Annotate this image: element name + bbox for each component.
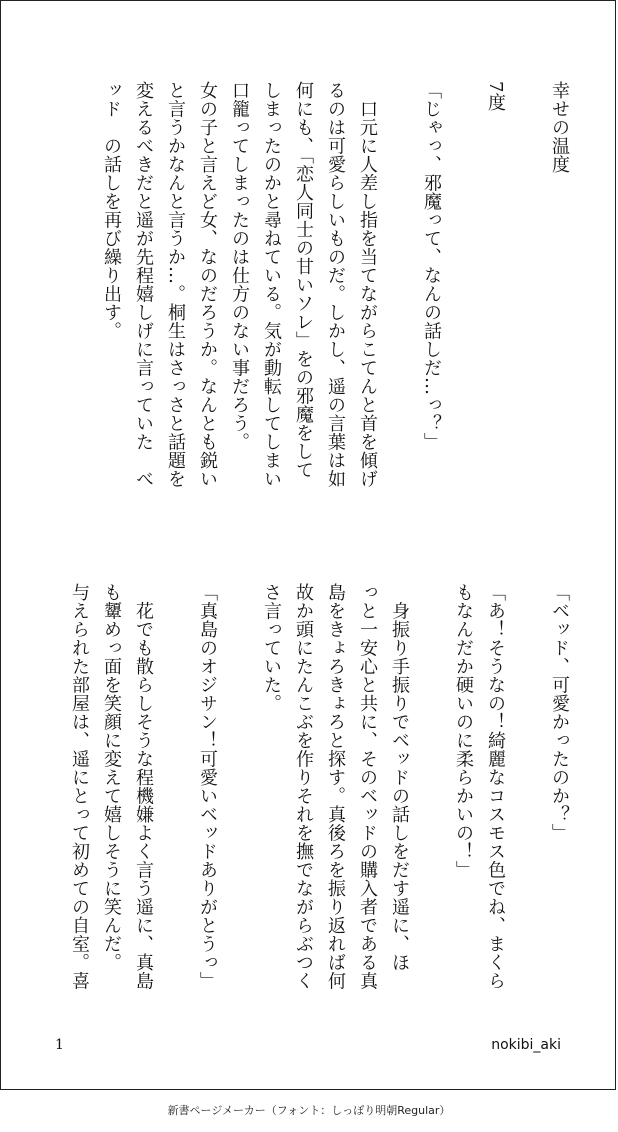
text-line: ッド の話しを再び繰り出す。	[101, 81, 122, 340]
text-line: 口籠ってしまったのは仕方のない事だろう。	[229, 81, 250, 451]
text-line: 島をきょろきょろと探す。真後ろを振り返れば何	[325, 583, 346, 990]
text-line: と言うかなんと言うか…。桐生はさっさと話題を	[165, 81, 186, 488]
text-line: しまったのかと尋ねている。気が動転してしまい	[261, 81, 282, 488]
text-line: 口元に人差し指を当てながらこてんと首を傾げ	[357, 81, 378, 488]
text-line: 何にも、「恋人同士の甘いソレ」をの邪魔をして	[293, 81, 314, 479]
text-line: 身振り手振りでベッドの話しをだす遥に、ほ	[389, 583, 410, 972]
text-line: 故か頭にたんこぶを作りそれを撫でながらぶつく	[293, 583, 314, 990]
text-line: 「あ！そうなの！綺麗なコスモス色でね、まくら	[485, 583, 506, 990]
tool-caption: 新書ページメーカー（フォント：しっぽり明朝Regular）	[167, 1104, 451, 1117]
text-line: さ言っていた。	[261, 583, 282, 713]
top-tier	[55, 81, 575, 521]
text-line: 「真島のオジサン！可愛いベッドありがとうっ」	[197, 583, 218, 990]
spacer	[415, 583, 447, 1003]
spacer	[511, 81, 543, 521]
text-line: っと一安心と共に、そのベッドの購入者である真	[357, 583, 378, 990]
spacer	[159, 583, 191, 1003]
bottom-tier	[55, 583, 575, 1003]
text-line: 花でも散らしそうな程機嫌よく言う遥に、真島	[133, 583, 154, 990]
text-line: 「じゃっ、邪魔って、なんの話しだ…っ？」	[421, 81, 442, 451]
text-line: も顰めっ面を笑顔に変えて嬉しそうに笑んだ。	[101, 583, 122, 972]
spacer	[447, 81, 479, 521]
author-name: nokibi_aki	[491, 1037, 561, 1053]
text-line: 変えるべきだと遥が先程嬉しげに言っていた べ	[133, 81, 154, 488]
story-title: 幸せの温度	[549, 81, 570, 174]
text-line: るのは可愛らしいものだ。しかし、遥の言葉は如	[325, 81, 346, 488]
spacer	[223, 583, 255, 1003]
page-number: 1	[55, 1037, 64, 1053]
text-line: 女の子と言えど女、なのだろうか。なんとも鋭い	[197, 81, 218, 488]
spacer	[511, 583, 543, 1003]
text-line: 与えられた部屋は、遥にとって初めての自室。喜	[69, 583, 90, 990]
spacer	[383, 81, 415, 521]
text-line: もなんだか硬いのに柔らかいの！」	[453, 583, 474, 879]
text-line: 「ベッド、可愛かったのか？」	[549, 583, 570, 842]
chapter-heading: 7度	[485, 81, 506, 112]
